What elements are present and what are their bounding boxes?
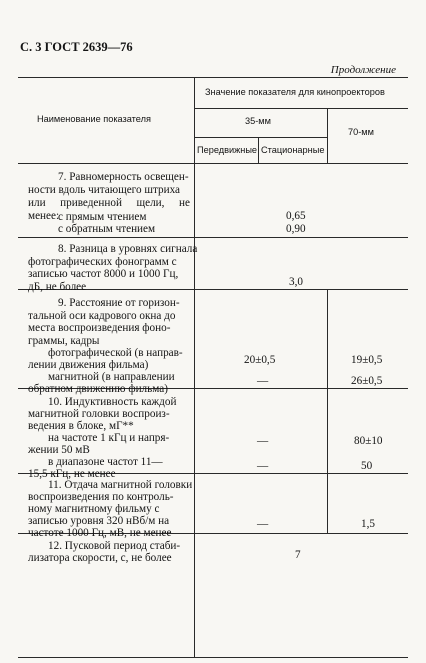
row10-line6: в диапазоне частот 11— <box>48 456 163 468</box>
row9-line4: граммы, кадры <box>28 335 100 347</box>
row8-value: 3,0 <box>289 276 303 288</box>
row12-line1: 12. Пусковой период стаби- <box>48 540 181 552</box>
row7-value2: 0,90 <box>286 223 306 235</box>
row10-line3: ведения в блоке, мГ** <box>28 420 134 432</box>
row10-line5: жении 50 мВ <box>28 444 90 456</box>
row8-line3: записью частот 8000 и 1000 Гц, <box>28 268 179 280</box>
row12-value: 7 <box>295 549 301 561</box>
row9-line2: тальной оси кадрового окна до <box>28 310 176 322</box>
row12-line2: лизатора скорости, с, не более <box>28 552 172 564</box>
row8-line2: фотографических фонограмм с <box>28 256 177 268</box>
row7-line5: с прямым чтением <box>58 211 147 223</box>
row10-line1: 10. Индуктивность каждой <box>48 396 177 408</box>
row10-dash2: — <box>257 460 269 472</box>
row9-line8: обратном движению фильма) <box>28 383 168 395</box>
continuation-label: Продолжение <box>330 64 396 76</box>
row10-line7: 15,5 кГц, не менее <box>28 468 116 480</box>
row10-dash1: — <box>257 435 269 447</box>
row11-line5: частоте 1000 Гц, мВ, не менее <box>28 527 172 539</box>
row9-line6: лении движения фильма) <box>28 359 149 371</box>
row7-line3: или приведенной щели, не <box>28 197 190 209</box>
row10-value-70mm-a: 80±10 <box>354 435 383 447</box>
row11-line4: записью уровня 320 нВб/м на <box>28 515 170 527</box>
row10-line2: магнитной головки воспроиз- <box>28 408 170 420</box>
row9-value-35mm: 20±0,5 <box>244 354 276 366</box>
row11-line3: ному магнитному фильму с <box>28 503 160 515</box>
row7-value1: 0,65 <box>286 210 306 222</box>
row9-dash: — <box>257 375 269 387</box>
row7-line2: ности вдоль читающего штриха <box>28 184 180 196</box>
row9-line1: 9. Расстояние от горизон- <box>58 297 180 309</box>
col-header-70mm: 70-мм <box>348 127 374 137</box>
row10-line4: на частоте 1 кГц и напря- <box>48 432 170 444</box>
row9-value-70mm-a: 19±0,5 <box>351 354 383 366</box>
row11-line1: 11. Отдача магнитной головки <box>48 479 193 491</box>
row9-line7: магнитной (в направлении <box>48 371 175 383</box>
col-header-stationary: Стационарные <box>261 145 325 155</box>
col-header-name: Наименование показателя <box>37 114 151 124</box>
row8-line1: 8. Разница в уровнях сигнала <box>58 243 198 255</box>
row9-value-70mm-b: 26±0,5 <box>351 375 383 387</box>
row11-line2: воспроизведения по контроль- <box>28 491 174 503</box>
row8-line4: дБ, не более <box>28 281 87 293</box>
page-header: С. 3 ГОСТ 2639—76 <box>20 40 133 54</box>
col-header-mobile: Передвижные <box>197 145 258 155</box>
row10-value-70mm-b: 50 <box>361 460 373 472</box>
col-header-value: Значение показателя для кинопроекторов <box>205 87 385 97</box>
row11-dash: — <box>257 518 269 530</box>
row7-line1: 7. Равномерность освещен- <box>58 171 189 183</box>
row11-value-70mm: 1,5 <box>361 518 375 530</box>
col-header-35mm: 35-мм <box>245 116 271 126</box>
row9-line3: места воспроизведения фоно- <box>28 322 171 334</box>
row7-line6: с обратным чтением <box>58 223 156 235</box>
row9-line5: фотографической (в направ- <box>48 347 183 359</box>
row7-line4: менее: <box>28 210 60 222</box>
